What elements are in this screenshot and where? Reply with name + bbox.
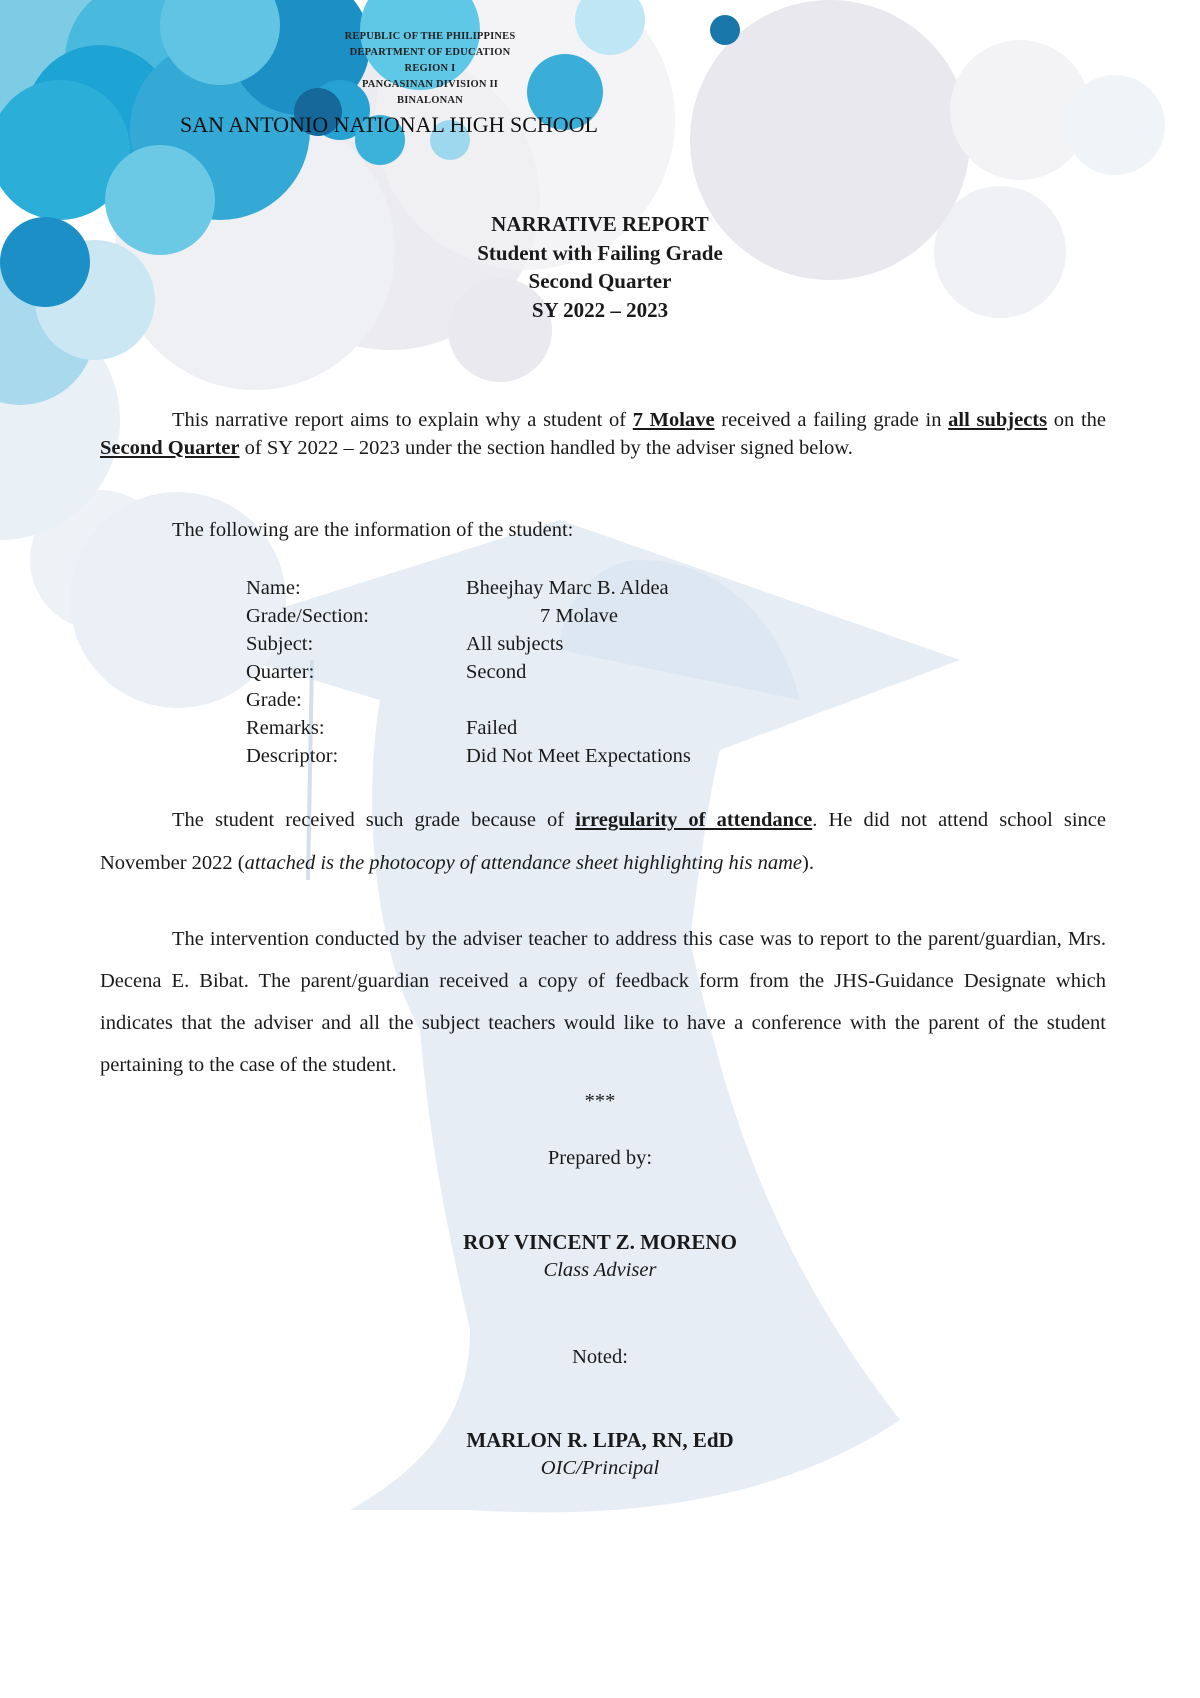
- agency-line: PANGASINAN DIVISION II: [361, 79, 499, 90]
- info-row: [246, 574, 691, 602]
- reason-paragraph: [100, 799, 1106, 885]
- intro-text: This narrative report aims to explain why a student of: [172, 409, 633, 431]
- prepared-by-label: Prepared by:: [547, 1147, 653, 1169]
- reason-text: The student received such grade because of: [172, 809, 576, 831]
- noted-label: Noted:: [572, 1346, 628, 1368]
- info-row: [246, 602, 691, 630]
- agency-line: REGION I: [404, 63, 456, 74]
- info-row: [246, 630, 691, 658]
- info-label: Quarter:: [246, 661, 315, 683]
- intervention-paragraph: [100, 918, 1106, 1086]
- agency-header: [300, 29, 560, 109]
- agency-line: DEPARTMENT OF EDUCATION: [349, 47, 511, 58]
- reason-text: ).: [802, 852, 814, 874]
- principal-name: MARLON R. LIPA, RN, EdD: [466, 1428, 734, 1452]
- quarter-highlight: Second Quarter: [100, 437, 240, 459]
- info-row: [246, 686, 691, 714]
- agency-line: REPUBLIC OF THE PHILIPPINES: [344, 31, 516, 42]
- info-intro-text: The following are the information of the student:: [172, 519, 574, 541]
- title-line: SY 2022 – 2023: [531, 297, 669, 322]
- info-intro: [100, 519, 1106, 542]
- reason-note: attached is the photocopy of attendance sheet highlighting his name: [244, 852, 802, 874]
- intervention-text: The intervention conducted by the adviser teacher to address this case was to report to the parent/guardian, Mrs. Decena E. Bibat. The parent/guardian received a copy of feedback form from the JHS-Guidance Designate which indicates that the adviser and all the subject teachers would like to have a conference with the parent of the student pertaining to the case of the student.: [100, 928, 1106, 1076]
- info-value: Bheejhay Marc B. Aldea: [466, 577, 669, 599]
- title-line: NARRATIVE REPORT: [491, 212, 709, 236]
- info-label: Grade:: [246, 689, 302, 711]
- intro-paragraph: [100, 406, 1106, 462]
- separator: ***: [584, 1090, 616, 1112]
- title-line: Student with Failing Grade: [477, 240, 723, 265]
- student-info-table: [246, 574, 691, 770]
- school-name: SAN ANTONIO NATIONAL HIGH SCHOOL: [180, 112, 598, 137]
- agency-line: BINALONAN: [397, 95, 463, 106]
- report-title: [0, 210, 1200, 324]
- info-value: Failed: [466, 717, 518, 739]
- section-highlight: 7 Molave: [632, 409, 715, 431]
- info-row: [246, 714, 691, 742]
- info-label: Name:: [246, 577, 301, 599]
- intro-text: received a failing grade in: [714, 409, 949, 431]
- info-label: Subject:: [246, 633, 314, 655]
- info-label: Grade/Section:: [246, 605, 369, 627]
- intro-text: of SY 2022 – 2023 under the section handled by the adviser signed below.: [239, 437, 853, 459]
- info-value: All subjects: [466, 633, 564, 655]
- info-value: Did Not Meet Expectations: [466, 745, 691, 767]
- reason-highlight: irregularity of attendance: [575, 809, 813, 831]
- info-row: [246, 742, 691, 770]
- reason-text: . He did not attend school since November 2022 (: [100, 809, 1106, 874]
- info-value: Second: [466, 661, 527, 683]
- subjects-highlight: all subjects: [948, 409, 1048, 431]
- info-label: Remarks:: [246, 717, 325, 739]
- adviser-title: Class Adviser: [543, 1259, 657, 1281]
- title-line: Second Quarter: [528, 269, 672, 293]
- info-value: 7 Molave: [540, 605, 618, 627]
- adviser-name: ROY VINCENT Z. MORENO: [463, 1230, 737, 1254]
- principal-title: OIC/Principal: [540, 1457, 660, 1479]
- info-label: Descriptor:: [246, 745, 339, 767]
- intro-text: on the: [1047, 409, 1107, 431]
- info-row: [246, 658, 691, 686]
